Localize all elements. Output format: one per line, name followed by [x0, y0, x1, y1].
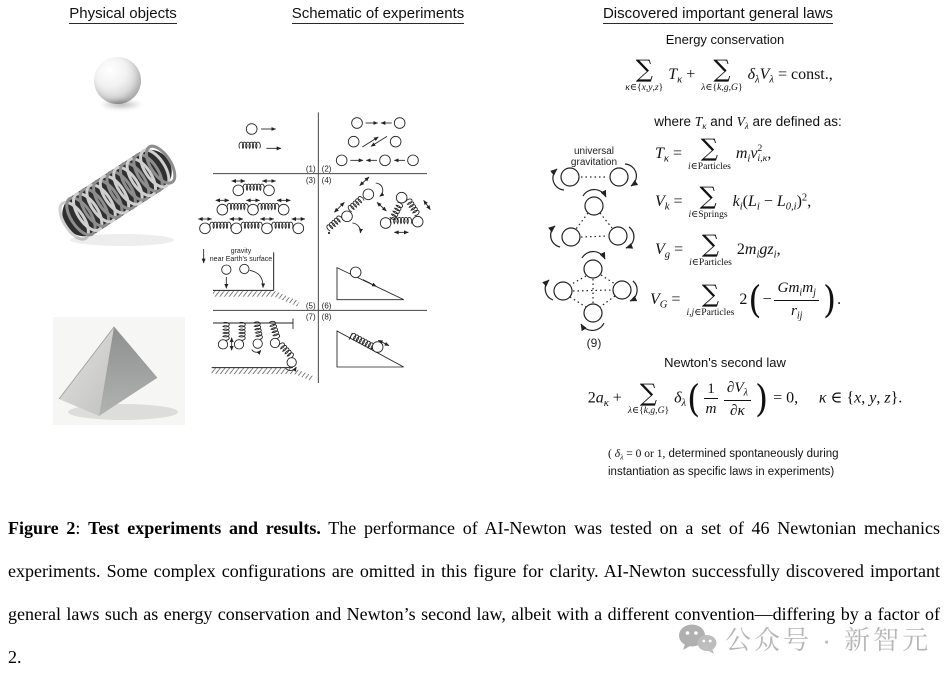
wechat-icon: [678, 623, 718, 655]
panel-label-3: (3): [305, 176, 316, 185]
panel-label-9: (9): [586, 336, 602, 350]
panel-2-collisions: [336, 118, 418, 166]
ball-shadow: [99, 99, 143, 110]
panel-label-5: (5): [305, 301, 316, 311]
laws-column: [560, 0, 944, 500]
panel-label-4: (4): [321, 176, 332, 185]
panel-label-7: (7): [305, 312, 316, 322]
panel-1-free-particle-and-spring: [239, 124, 281, 149]
newtons-second-law-title: Newton's second law: [664, 355, 786, 370]
gravitation-label-line1: universal: [573, 146, 615, 157]
watermark-text: 公众号 · 新智元: [725, 625, 932, 655]
caption-bold-title: Test experiments and results.: [88, 518, 321, 538]
caption-colon: :: [75, 518, 89, 538]
panel-8-spring-on-incline: [337, 331, 404, 367]
coil-spring-photo: [50, 142, 190, 247]
ball-photo: [94, 57, 141, 104]
energy-conservation-equation: ∑ κ∈{x,y,z} $T_\kappa$ + ∑ λ∈{k,g,G} $\delta_\lambda V_\lambda$ = const.,: [625, 55, 833, 93]
gravity-label-line1: gravity: [230, 248, 252, 255]
spring-potential-definition: $V_k$ = ∑ i∈Springs $k_i(L_i - L_{0,i})^2$,: [655, 182, 812, 220]
gravitation-label-line2: gravitation: [570, 157, 618, 168]
gravity-label-line2: near Earth's surface: [209, 256, 273, 263]
panel-label-1: (1): [305, 164, 316, 174]
wedge-photo: [53, 317, 185, 425]
caption-figure-label: Figure 2: [8, 518, 76, 538]
right-column-header-label: Discovered important general laws: [602, 5, 834, 22]
left-column-header-label: Physical objects: [69, 5, 177, 22]
gravity-potential-definition: $V_g$ = ∑ i∈Particles $2m_igz_i$,: [655, 230, 781, 268]
panel-label-6: (6): [321, 301, 332, 311]
panel-6-incline: [337, 267, 404, 300]
delta-footnote: [608, 447, 839, 480]
middle-column-header: [280, 5, 476, 24]
middle-column-header-label: Schematic of experiments: [291, 5, 465, 22]
caption-body: The performance of AI-Newton was tested on a set of 46 Newtonian mechanics experiments. Some complex configurations are omitted in this figure for clarity. AI-Newton successfully discovered important general laws such as energy conservation and Newton’s second law, albeit with a different convention—differing by a factor of 2.: [8, 518, 940, 667]
schematic-diagram: [195, 35, 585, 455]
newtons-second-law-equation: $2a_\kappa$ + ∑ λ∈{k,g,G} $\delta_\lambda$( $\frac{1}{m}$ $\frac{\partial V_\lambda}{\partial\kappa}$ ) = 0, κ ∈ {x, y, z}.: [587, 376, 903, 421]
panel-7-hanging-springs: [212, 318, 315, 381]
delta-footnote-line2: instantiation as specific laws in experiments): [608, 465, 835, 478]
gravitation-potential-definition: $V_G$ = ∑ i,j∈Particles 2(− $\frac{Gm_im_j}{r_{ij}}$ ).: [650, 277, 842, 322]
panel-4-oblique-springs: [326, 177, 431, 234]
panel-label-8: (8): [321, 312, 332, 322]
panel-3-spring-chains: [198, 181, 305, 234]
kinetic-term-definition: $T_\kappa$ = ∑ i∈Particles $m_iv$ 2 i,κ ,: [655, 134, 772, 172]
definitions-intro-line: where $T_\kappa$ and $V_\lambda$ are defined as:: [654, 114, 842, 132]
panel-label-2: (2): [321, 164, 332, 174]
watermark: [678, 620, 931, 657]
left-column-header: [40, 5, 206, 24]
energy-conservation-title: Energy conservation: [665, 32, 785, 47]
delta-footnote-line1: ( $\delta_\lambda = 0$ or 1, determined spontaneously during: [608, 448, 839, 462]
